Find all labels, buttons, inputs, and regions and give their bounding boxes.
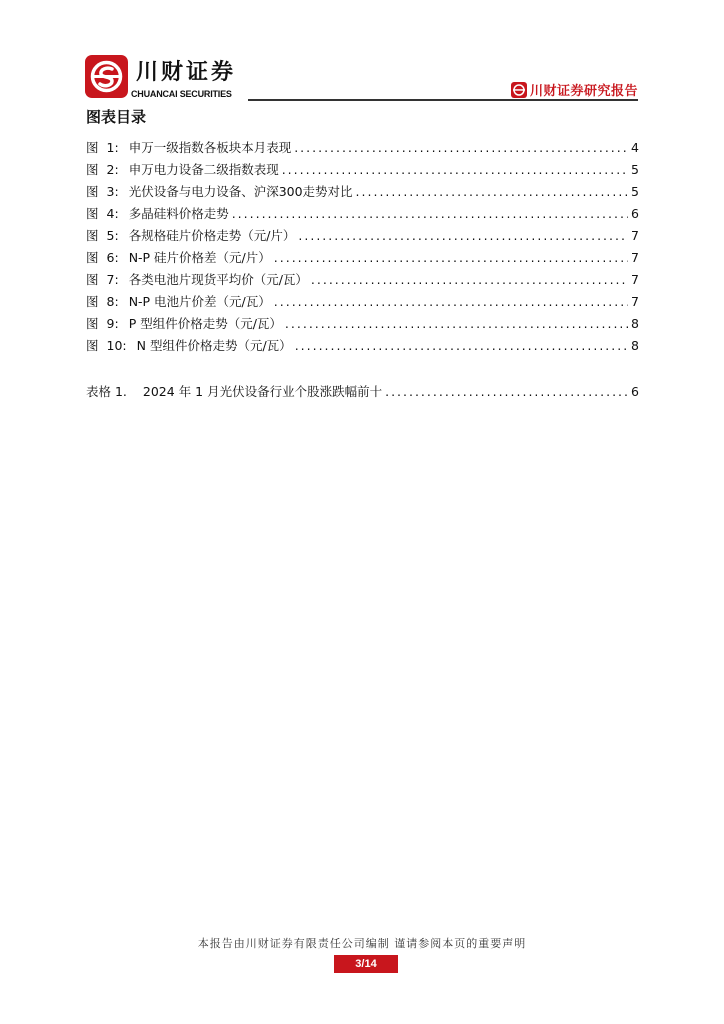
brand-logo-icon bbox=[511, 82, 527, 98]
toc-entry-label: 图 bbox=[86, 272, 99, 287]
figure-toc-entry[interactable] bbox=[86, 335, 639, 357]
figure-toc-entry[interactable] bbox=[86, 247, 639, 269]
header-divider bbox=[248, 99, 638, 101]
toc-entry-page: 7 bbox=[631, 250, 639, 265]
table-toc-entry[interactable] bbox=[86, 381, 639, 403]
toc-entry-number: 4: bbox=[106, 206, 119, 221]
toc-entry-title: N 型组件价格走势（元/瓦） bbox=[136, 338, 292, 353]
toc-leader-dots bbox=[356, 181, 629, 203]
company-name-en: CHUANCAI SECURITIES bbox=[131, 89, 232, 99]
figure-toc-entry[interactable] bbox=[86, 269, 639, 291]
toc-leader-dots bbox=[294, 137, 628, 159]
figure-list bbox=[86, 137, 639, 357]
toc-entry-title: 各类电池片现货平均价（元/瓦） bbox=[128, 272, 308, 287]
toc-leader-dots bbox=[274, 247, 628, 269]
toc-entry-title: 申万电力设备二级指数表现 bbox=[128, 162, 279, 177]
toc-heading: 图表目录 bbox=[86, 108, 147, 126]
toc-entry-number: 9: bbox=[106, 316, 119, 331]
toc-entry-title: 光伏设备与电力设备、沪深300走势对比 bbox=[128, 184, 353, 199]
toc-entry-label: 图 bbox=[86, 206, 99, 221]
toc-leader-dots bbox=[285, 313, 628, 335]
toc-entry-label: 图 bbox=[86, 338, 99, 353]
toc-leader-dots bbox=[274, 291, 628, 313]
toc-entry-number: 5: bbox=[106, 228, 119, 243]
report-brand bbox=[511, 80, 638, 99]
toc-entry-page: 6 bbox=[631, 206, 639, 221]
toc-entry-label: 图 bbox=[86, 316, 99, 331]
toc-entry-page: 4 bbox=[631, 140, 639, 155]
toc-entry-number: 3: bbox=[106, 184, 119, 199]
toc-entry-number: 8: bbox=[106, 294, 119, 309]
toc-entry-title: P 型组件价格走势（元/瓦） bbox=[128, 316, 282, 331]
toc-entry-label: 表格 1. bbox=[86, 384, 127, 399]
toc-entry-title: 多晶硅料价格走势 bbox=[128, 206, 229, 221]
page-number-badge: 3/14 bbox=[334, 955, 398, 973]
toc-entry-label: 图 bbox=[86, 184, 99, 199]
figure-toc-entry[interactable] bbox=[86, 159, 639, 181]
toc-entry-page: 7 bbox=[631, 294, 639, 309]
toc-entry-title: 各规格硅片价格走势（元/片） bbox=[128, 228, 296, 243]
toc-entry-page: 5 bbox=[631, 162, 639, 177]
footer-disclaimer: 本报告由川财证券有限责任公司编制 谨请参阅本页的重要声明 bbox=[197, 937, 527, 950]
toc-entry-label: 图 bbox=[86, 140, 99, 155]
figure-toc-entry[interactable] bbox=[86, 291, 639, 313]
toc-entry-number: 7: bbox=[106, 272, 119, 287]
report-brand-text: 川财证券研究报告 bbox=[529, 84, 638, 99]
toc-entry-title: N-P 电池片价差（元/瓦） bbox=[128, 294, 271, 309]
toc-entry-number: 1: bbox=[106, 140, 119, 155]
toc-entry-label: 图 bbox=[86, 228, 99, 243]
figure-toc-entry[interactable] bbox=[86, 181, 639, 203]
toc-leader-dots bbox=[295, 335, 628, 357]
toc-entry-page: 7 bbox=[631, 228, 639, 243]
figure-toc-entry[interactable] bbox=[86, 225, 639, 247]
toc-entry-number: 6: bbox=[106, 250, 119, 265]
toc-entry-number: 10: bbox=[106, 338, 127, 353]
toc-leader-dots bbox=[298, 225, 628, 247]
figure-toc-entry[interactable] bbox=[86, 313, 639, 335]
toc-entry-label: 图 bbox=[86, 250, 99, 265]
toc-entry-title: 2024 年 1 月光伏设备行业个股涨跌幅前十 bbox=[142, 384, 383, 399]
table-list bbox=[86, 381, 639, 403]
toc-entry-label: 图 bbox=[86, 162, 99, 177]
toc-entry-page: 8 bbox=[631, 338, 639, 353]
toc-entry-page: 5 bbox=[631, 184, 639, 199]
toc-leader-dots bbox=[385, 381, 628, 403]
toc-entry-page: 6 bbox=[631, 384, 639, 399]
toc-entry-title: 申万一级指数各板块本月表现 bbox=[128, 140, 292, 155]
toc-leader-dots bbox=[282, 159, 628, 181]
company-logo-icon bbox=[85, 55, 128, 98]
toc-entry-page: 7 bbox=[631, 272, 639, 287]
company-name-cn: 川财证券 bbox=[136, 60, 237, 85]
toc-entry-page: 8 bbox=[631, 316, 639, 331]
toc-leader-dots bbox=[311, 269, 628, 291]
toc-entry-label: 图 bbox=[86, 294, 99, 309]
figure-toc-entry[interactable] bbox=[86, 137, 639, 159]
figure-toc-entry[interactable] bbox=[86, 203, 639, 225]
toc-entry-number: 2: bbox=[106, 162, 119, 177]
toc-entry-title: N-P 硅片价格差（元/片） bbox=[128, 250, 271, 265]
toc-leader-dots bbox=[232, 203, 628, 225]
